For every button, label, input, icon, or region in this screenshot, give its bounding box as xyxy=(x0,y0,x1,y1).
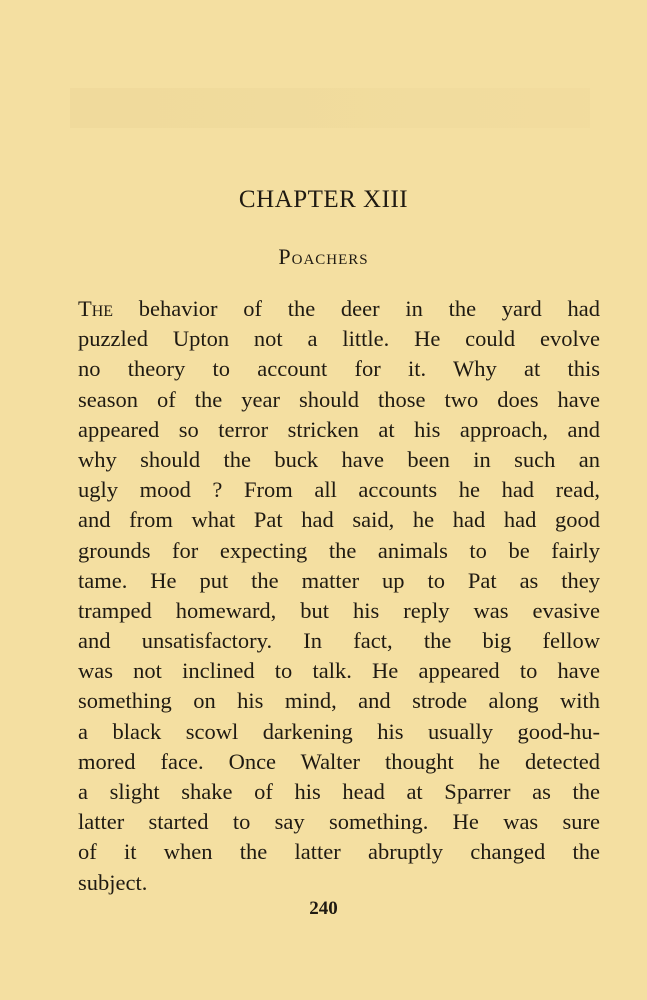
text-line: a slight shake of his head at Sparrer as the xyxy=(78,779,600,804)
chapter-body-paragraph xyxy=(78,294,600,898)
text-line: was not inclined to talk. He appeared to have xyxy=(78,658,600,684)
text-line: puzzled Upton not a little. He could evolve xyxy=(78,326,600,352)
first-word: The xyxy=(78,296,114,321)
text-line: mored face. Once Walter thought he detected xyxy=(78,748,600,774)
bleed-through-shadow xyxy=(70,88,590,128)
text-line: no theory to account for it. Why at this xyxy=(78,356,600,382)
text-line: tramped homeward, but his reply was evasive xyxy=(78,597,600,623)
chapter-title: CHAPTER XIII xyxy=(238,186,409,213)
text-line: something on his mind, and strode along with xyxy=(78,688,600,714)
text-line: appeared so terror stricken at his approach, and xyxy=(78,416,600,442)
text-line: season of the year should those two does have xyxy=(78,386,600,412)
page-number: 240 xyxy=(309,898,338,919)
text-line: of it when the latter abruptly changed the xyxy=(78,839,600,865)
text-line: subject. xyxy=(78,869,148,895)
text-line: and from what Pat had said, he had had good xyxy=(78,507,600,533)
text-line: a black scowl darkening his usually good-hu- xyxy=(78,718,600,744)
text-line-rest: behavior of the deer in the yard had xyxy=(113,296,600,321)
text-line: grounds for expecting the animals to be fairly xyxy=(78,537,600,563)
text-line: and unsatisfactory. In fact, the big fellow xyxy=(78,628,600,654)
text-line: ugly mood ? From all accounts he had read, xyxy=(78,477,600,503)
text-line: tame. He put the matter up to Pat as they xyxy=(78,567,600,593)
text-line: latter started to say something. He was sure xyxy=(78,809,600,835)
text-line: why should the buck have been in such an xyxy=(78,446,600,472)
chapter-subtitle: Poachers xyxy=(278,244,369,269)
text-line xyxy=(78,294,600,324)
